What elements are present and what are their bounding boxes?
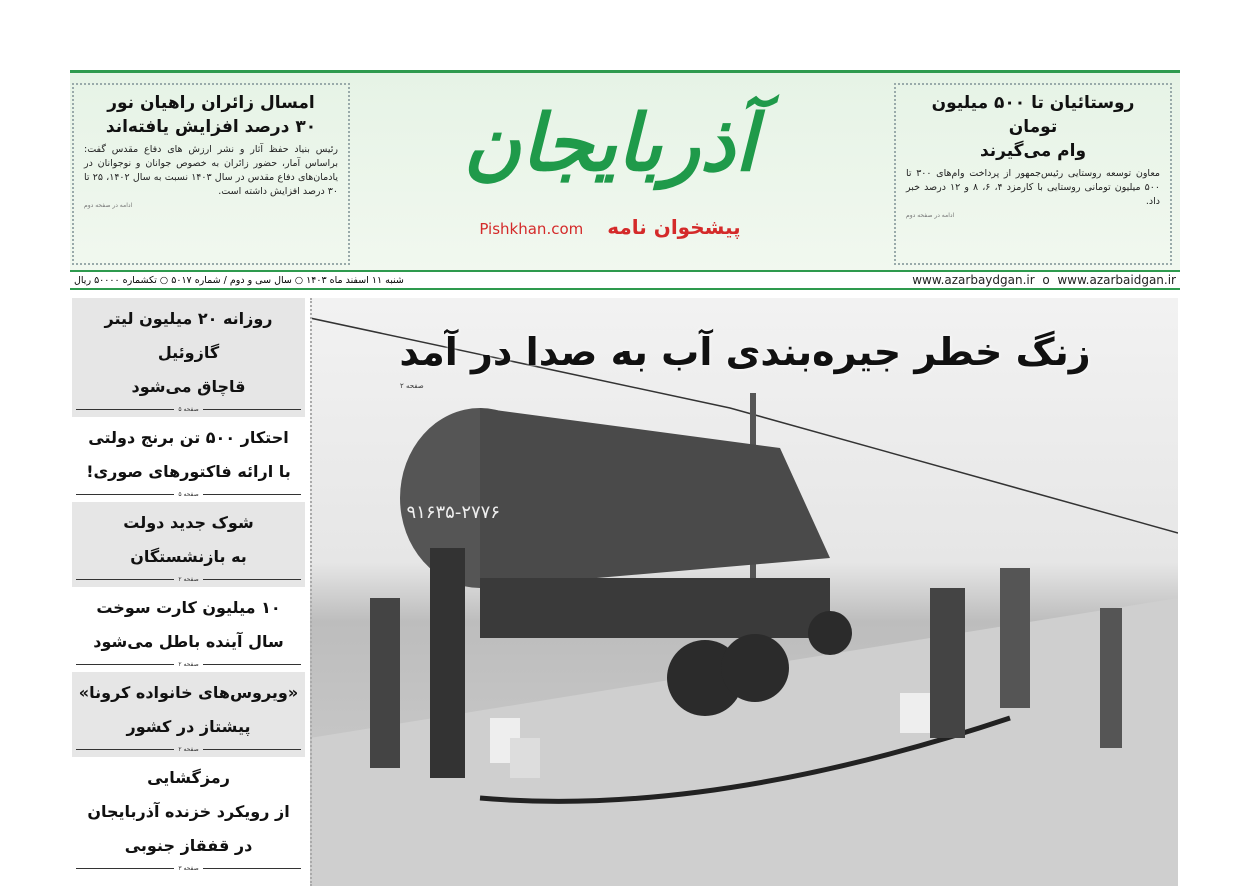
website-link[interactable]: www.azarbaydgan.ir <box>912 273 1035 287</box>
sidebar-story[interactable] <box>72 417 305 502</box>
page-ref: صفحه ۲ <box>76 744 301 757</box>
main-photo[interactable] <box>310 298 1178 886</box>
news-box-rural-loans[interactable] <box>894 83 1172 265</box>
sidebar-story[interactable] <box>72 502 305 587</box>
continue-note: ادامه در صفحه دوم <box>84 202 133 209</box>
sidebar-story[interactable] <box>72 757 305 876</box>
watermark-url: Pishkhan.com <box>479 220 584 238</box>
box-body: معاون توسعه روستایی رئیس‌جمهور از پرداخت وام‌های ۳۰۰ تا ۵۰۰ میلیون تومانی روستایی با کارمزد ۴، ۶، ۸ و ۱۲ درصد خبر داد. <box>906 168 1160 207</box>
newspaper-front-page <box>70 70 1180 890</box>
main-headline[interactable]: زنگ خطر جیره‌بندی آب به صدا در آمد <box>399 330 1091 374</box>
story-title: سال آینده باطل می‌شود <box>93 632 284 651</box>
story-title: به بازنشستگان <box>130 547 247 566</box>
story-title: در قفقاز جنوبی <box>124 836 253 855</box>
continue-note: ادامه در صفحه دوم <box>906 212 955 219</box>
page-ref: صفحه ۲ <box>76 574 301 587</box>
sidebar-story[interactable] <box>72 587 305 672</box>
story-title: شوک جدید دولت <box>123 513 254 532</box>
story-title: ۱۰ میلیون کارت سوخت <box>96 598 281 617</box>
box-title: امسال زائران راهیان نور <box>107 93 315 113</box>
sidebar-story[interactable] <box>72 672 305 757</box>
box-title: ۳۰ درصد افزایش یافته‌اند <box>105 117 317 137</box>
story-title: با ارائه فاکتورهای صوری! <box>86 462 291 481</box>
page-ref: صفحه ۲ <box>76 659 301 672</box>
box-title: وام می‌گیرند <box>979 141 1087 161</box>
page-ref: صفحه ۳ <box>76 863 301 876</box>
story-title: «ویروس‌های خانواده کرونا» <box>78 683 299 702</box>
story-title: از رویکرد خزنده آذربایجان <box>87 802 290 821</box>
water-tanker-photo <box>310 298 1178 886</box>
website-link[interactable]: www.azarbaidgan.ir <box>1057 273 1176 287</box>
sidebar-headlines <box>72 298 305 888</box>
page-ref: صفحه ۲ <box>400 382 424 390</box>
story-title: پیشتاز در کشور <box>126 717 251 736</box>
issue-info: شنبه ۱۱ اسفند ماه ۱۴۰۳ ○ سال سی و دوم / شماره ۵۰۱۷ ○ تکشماره ۵۰۰۰۰ ریال <box>74 274 404 286</box>
story-title: رمزگشایی <box>147 768 230 787</box>
sidebar-story[interactable] <box>72 298 305 417</box>
box-title: روستائیان تا ۵۰۰ میلیون تومان <box>931 93 1135 137</box>
story-title: احتکار ۵۰۰ تن برنج دولتی <box>88 428 289 447</box>
news-box-pilgrims[interactable] <box>72 83 350 265</box>
website-links <box>912 273 1176 287</box>
newspaper-logo <box>400 79 820 269</box>
page-ref: صفحه ۵ <box>76 404 301 417</box>
story-title: قاچاق می‌شود <box>131 377 246 396</box>
dateline <box>70 270 1180 290</box>
page-ref: صفحه ۵ <box>76 489 301 502</box>
box-body: رئیس بنیاد حفظ آثار و نشر ارزش های دفاع مقدس گفت: براساس آمار، حضور زائران به خصوص جوانان و نوجوانان در یادمان‌های دفاع مقدس در سال ۱۴۰۳ نسبت به سال ۱۴۰۲، ۲۵ تا ۳۰ درصد افزایش داشته است. <box>84 144 339 197</box>
watermark: پیشخوان نامه <box>607 215 741 239</box>
separator: o <box>1042 273 1050 287</box>
tanker-number: ۹۱۶۳۵-۲۷۷۶ <box>406 502 500 523</box>
masthead-band <box>70 70 1180 270</box>
story-title: روزانه ۲۰ میلیون لیتر گازوئیل <box>104 309 273 362</box>
logo-text: آذربایجان <box>463 98 757 189</box>
watermark-row <box>400 215 820 239</box>
